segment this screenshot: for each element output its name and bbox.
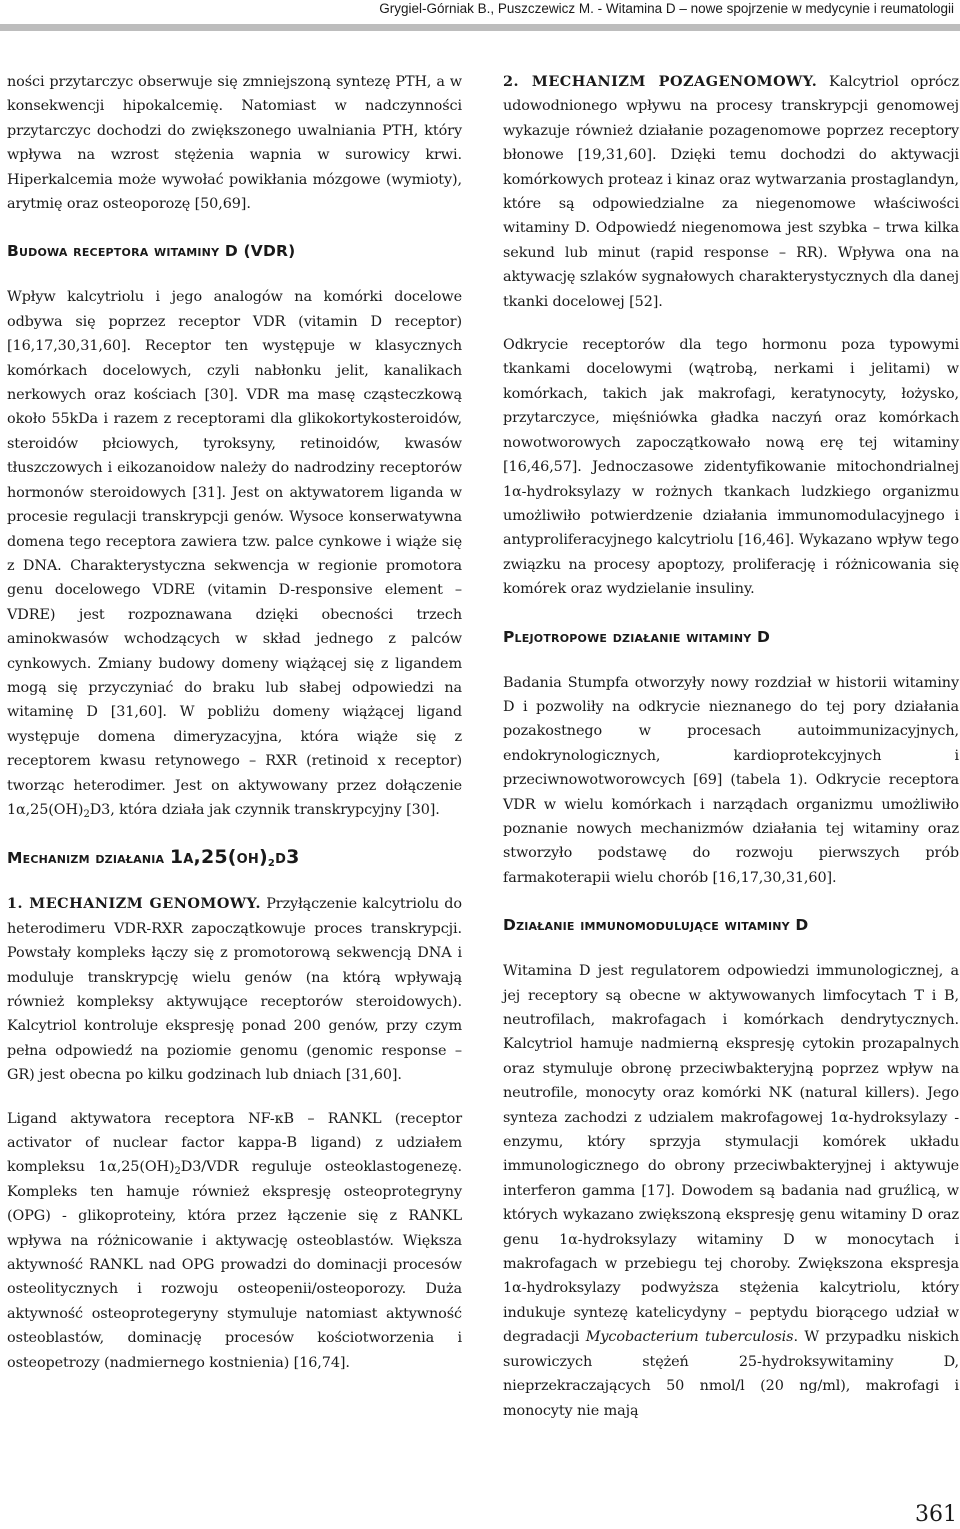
nongenomic-lead: 2. MECHANIZM POZAGENOMOWY. [503,73,818,90]
running-title: Grygiel-Górniak B., Puszczewicz M. - Witamina D – nowe spojrzenie w medycynie i reumatologii [379,1,954,16]
paragraph: Odkrycie receptorów dla tego hormonu poza typowymi tkankami docelowymi (wątrobą, nerkami i jelitami) w komórkach, takich jak makrofagi, keratynocyty, łożysko, przytarczyce, mięśniówka gładka naczyń oraz komórkach nowotworowych zapoczątkowało nową erę tej witaminy [16,46,57]. Jednoczasowe zidentyfikowanie mitochondrialnej 1α-hydroksylazy w rożnych tkankach ludzkiego organizmu umożliwiło potwierdzenie działania immunomodulacyjnego i antyproliferacyjnego kalcytriolu [16,46]. Wykazano wpływ tego związku na procesy apoptozy, proliferację i różnicowania się komórek oraz wydzielanie insuliny. [503,337,959,598]
paragraph: 1. MECHANIZM GENOMOWY. Przyłączenie kalcytriolu do heterodimeru VDR-RXR zapoczątkowuje proces transkrypcji. Powstały kompleks łączy się z promotorową sekwencją DNA i moduluje transkrypcję wielu genów (na którą wpływają również kompleksy aktywujące receptorów steroidowych). Kalcytriol kontroluje ekspresję ponad 200 genów, przy czym pełna odpowiedź na poziomie genomu (genomic response – GR) jest obecna po kilku godzinach lub dniach [31,60]. [7,895,462,1084]
paragraph: 2. MECHANIZM POZAGENOMOWY. Kalcytriol oprócz udowodnionego wpływu na procesy transkrypcji genomowej wykazuje również działanie pozagenomowe poprzez receptory błonowe [19,31,60]. Dzięki temu dochodzi do aktywacji komórkowych proteaz i kinaz oraz wytwarzania prostaglandyn, które są odpowiedzialne za niegenomowe właściwości witaminy D. Odpowiedź niegenomowa jest szybka – trwa kilka sekund lub minut (rapid response – RR). Wpływa ona na aktywację szlaków sygnałowych charakterystycznych dla danej tkanki docelowej [52]. [503,73,959,310]
right-column [503,70,959,1423]
genomic-lead: 1. MECHANIZM GENOMOWY. [7,895,261,913]
running-header [0,0,960,24]
paragraph: Ligand aktywatora receptora NF-κB – RANKL (receptor activator of nuclear factor kappa-B ligand) z udziałem kompleksu $1\alpha,25(OH)_2D3$/VDR reguluje osteoklastogenezę. Kompleks ten hamuje również ekspresję osteoprotegryny (OPG) - glikoproteiny, która przez łączenie się z RANKL wpływa na różnicowanie i aktywację osteoblastów. Większa aktywność RANKL nad OPG prowadzi do dominacji procesów osteolitycznych i rozwoju osteopenii/osteoporozy. Duża aktywność osteoprotegeryny stymuluje natomiast aktywność osteoblastów, dominację procesów kościotworzenia i osteopetrozy (nadmiernego kostnienia) [16,74]. [7,1110,462,1371]
page-number: 361 [915,1502,957,1527]
section-heading-pleiotropic: Plejotropowe działanie witaminy D [503,627,771,646]
paragraph: Wpływ kalcytriolu i jego analogów na komórki docelowe odbywa się poprzez receptor VDR (vitamin D receptor) [16,17,30,31,60]. Receptor ten występuje w klasycznych komórkach docelowych, czyli nabłonku jelit, kanalikach nerkowych oraz kościach [30]. VDR ma masę cząsteczkową około 55kDa i razem z receptorami dla glikokortykosteroidów, steroidów płciowych, tyroksyny, retinoidów, kwasów tłuszczowych i eikozanoidow należy do nadrodziny receptorów hormonów steroidowych [31]. Jest on aktywatorem liganda w procesie regulacji transkrypcji genów. Wysoce konserwatywna domena tego receptora zawiera tzw. palce cynkowe i wiąże się z DNA. Charakterystyczna sekwencja w regionie promotora genu docelowego VDRE (vitamin D-responsive element – VDRE) jest rozpoznawana dzięki obecności trzech aminokwasów wchodzących w skład jednego z palców cynkowych. Zmiany budowy domeny wiążącej się z ligandem mogą się przyczyniać do braku lub słabej odpowiedzi na witaminę D [31,60]. W pobliżu domeny wiążącej ligand występuje domena dimeryzacyjna, która wiąże się z receptorem kwasu retynowego – RXR (retinoid x receptor) tworząc heterodimer. Jest on aktywowany przez dołączenie $1\alpha,25(OH)_2D3$, która działa jak czynnik transkrypcyjny [30]. [7,289,462,820]
paragraph: Badania Stumpfa otworzyły nowy rozdział w historii witaminy D i pozwoliły na odkrycie nieznanego do tej pory działania pozakostnego w procesach autoimmunizacyjnych, endokrynologicznych, kardioprotekcyjnych i przeciwnowotworowcych [69] (tabela 1). Odkrycie receptora VDR w wielu komórkach i narządach organizmu umożliwiło poznanie nowych mechanizmów działania tej witaminy oraz stworzyło podstawę do rozwoju pierwszych prób farmakoterapii wielu chorób [16,17,30,31,60]. [503,674,959,886]
paragraph: ności przytarczyc obserwuje się zmniejszoną syntezę PTH, a w konsekwencji hipokalcemię. Natomiast w nadczynności przytarczyc dochodzi do zwiększonego uwalniania PTH, który wpływa na wzrost stężenia wapnia w surowicy krwi. Hiperkalcemia może wywołać powikłania mózgowe (wymioty), arytmię oraz osteoporozę [50,69]. [7,74,462,213]
section-heading-mechanism: Mechanizm działania $1\alpha,25(oh)_2d3$ [7,846,300,870]
left-column [7,70,462,1375]
header-rule [0,24,960,31]
section-heading-immunomodulatory: Działanie immunomodulujące witaminy D [503,916,809,935]
paragraph: Witamina D jest regulatorem odpowiedzi immunologicznej, a jej receptory są obecne w aktywowanych limfocytach T i B, neutrofilach, makrofagach i komórkach dendrytycznych. Kalcytriol hamuje nadmierną ekspresję cytokin prozapalnych oraz stymuluje obronę przeciwbakteryjną poprzez wpływ na neutrofile, monocyty oraz komórki NK (natural killers). Jego synteza zachodzi z udzialem makrofagowej 1α-hydroksylazy - enzymu, który sprzyja stymulacji komórek układu immunologicznego do obrony przeciwbakteryjnej i aktywuje interferon gamma [17]. Dowodem są badania nad gruźlicą, w których wykazano zwiększoną ekspresję genu witaminy D oraz genu 1α-hydroksylazy witaminy D w monocytach i makrofagach w przebiegu tej choroby. Zwiększona ekspresja 1α-hydroksylazy podwyższa stężenia kalcytriolu, który indukuje syntezę katelicydyny – peptydu biorącego udział w degradacji Mycobacterium tuberculosis. W przypadku niskich surowiczych stężeń 25-hydroksywitaminy D, nieprzekraczających 50 nmol/l (20 ng/ml), makrofagi i monocyty nie mają [503,963,959,1419]
section-heading-vdr: Budowa receptora witaminy D (VDR) [7,242,296,261]
